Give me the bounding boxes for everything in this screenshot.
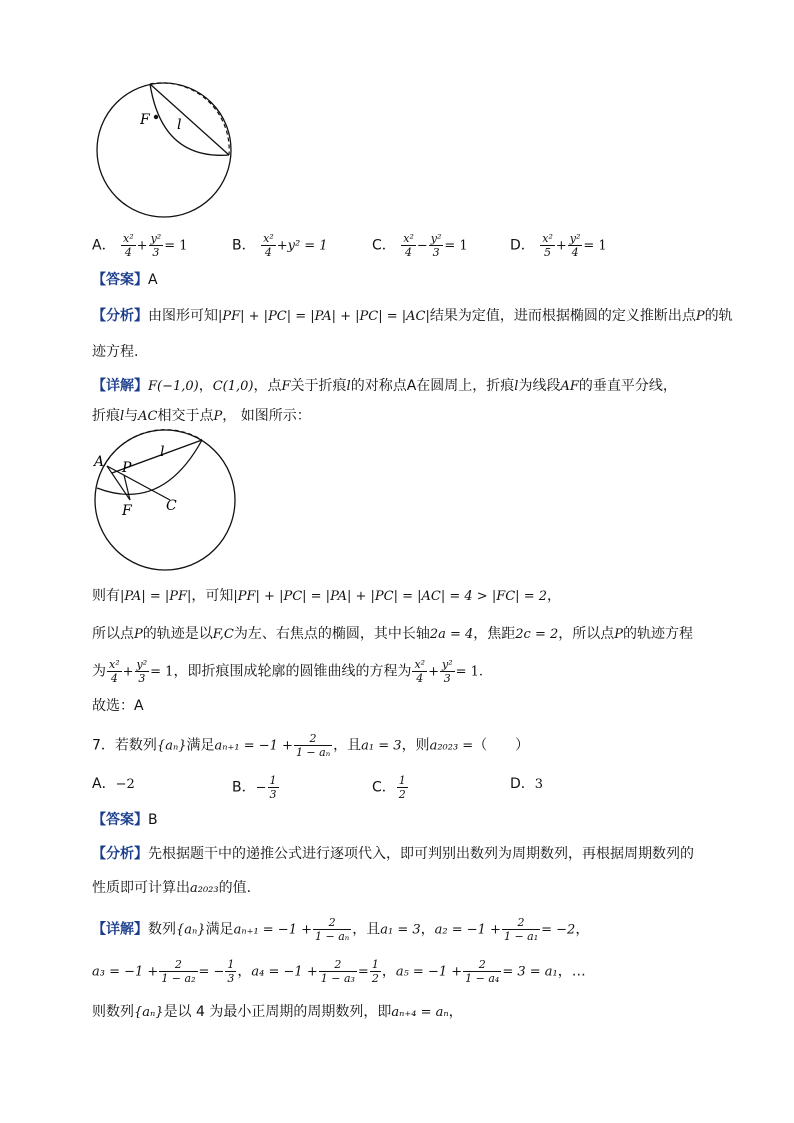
q6-option-a: A． $\frac{\text{x²}}{4}$ + $\frac{\text{y²}}{3}$ = 1 xyxy=(92,232,188,259)
q6-equation-line: 为 $\frac{\text{x²}}{4}$ + $\frac{\text{y²}}{3}$ = 1，即折痕围成轮廓的圆锥曲线的方程为 $\frac{\text{x²}}{4}$ + $\frac{\text{y²}}{3}$ = 1. xyxy=(92,658,484,685)
q6-answer: 【答案】A xyxy=(92,272,158,288)
q6-choose: 故选：A xyxy=(92,698,144,714)
fold-line-l xyxy=(150,84,229,155)
figure-fold-circle xyxy=(92,80,242,220)
label-f: F xyxy=(140,112,150,128)
dashed-arc-2 xyxy=(104,430,202,466)
label-a: A xyxy=(94,454,105,470)
q6-so-line: 所以点P的轨迹是以F,C为左、右焦点的椭圆，其中长轴2a = 4，焦距2c = 2，所以点P的轨迹方程 xyxy=(92,626,694,642)
q7-option-c: C． $\frac{1}{2}$ xyxy=(372,774,406,801)
label-l-2: l xyxy=(160,444,165,460)
circle-outline-2 xyxy=(95,430,235,570)
q6-detail-line1: 【详解】F(−1,0)，C(1,0)，点F关于折痕l的对称点A在圆周上，折痕l为线段AF的垂直平分线， xyxy=(92,378,677,394)
q7-detail-line2: a₃ = −1 + $\frac{2}{\text{1 − a₂}}$ = − $\frac{1}{3}$ ，a₄ = −1 + $\frac{2}{\text{1 − a₃}}$ = $\frac{1}{2}$ ，a₅ = −1 + $\frac{2}{\text{1 − a₄}}$ = 3 = a₁，… xyxy=(92,958,586,985)
q6-option-c: C． $\frac{\text{x²}}{4}$ − $\frac{\text{y²}}{3}$ = 1 xyxy=(372,232,468,259)
q6-analysis-line2: 迹方程. xyxy=(92,344,139,360)
q7-answer: 【答案】B xyxy=(92,812,158,828)
q7-detail-line3: 则数列{aₙ}是以 4 为最小正周期的周期数列，即aₙ₊₄ = aₙ， xyxy=(92,1004,463,1020)
segment-ac xyxy=(107,466,170,500)
label-l: l xyxy=(177,117,182,133)
q6-option-d: D． $\frac{\text{x²}}{5}$ + $\frac{\text{y²}}{4}$ = 1 xyxy=(510,232,607,259)
q7-detail-line1: 【详解】数列{aₙ}满足aₙ₊₁ = −1 + $\frac{2}{\text{1 − aₙ}}$ ，且a₁ = 3，a₂ = −1 + $\frac{2}{\text{1 − a₁}}$ = −2， xyxy=(92,916,590,943)
q7-stem: 7．若数列{aₙ}满足aₙ₊₁ = −1 + $\frac{2}{\text{1 − aₙ}}$ ，且a₁ = 3，则a₂₀₂₃ =（ ） xyxy=(92,732,530,759)
q7-option-d: D．3 xyxy=(510,776,544,792)
q6-analysis-line1: 【分析】由图形可知|PF| + |PC| = |PA| + |PC| = |AC|结果为定值，进而根据椭圆的定义推断出点P的轨 xyxy=(92,308,733,324)
q6-then-line: 则有|PA| = |PF|，可知|PF| + |PC| = |PA| + |PC| = |AC| = 4 > |FC| = 2， xyxy=(92,588,561,604)
q7-option-b: B．− $\frac{1}{3}$ xyxy=(232,774,277,801)
q7-option-a: A．−2 xyxy=(92,776,135,792)
figure-fold-solution xyxy=(92,428,242,573)
label-f-2: F xyxy=(122,503,132,519)
q7-analysis-line2: 性质即可计算出a₂₀₂₃的值. xyxy=(92,880,252,896)
q6-detail-line2: 折痕l与AC相交于点P， 如图所示： xyxy=(92,408,311,424)
point-f xyxy=(154,115,158,119)
label-p: P xyxy=(122,460,132,476)
fold-arc-2 xyxy=(97,440,202,494)
label-c: C xyxy=(166,498,177,514)
q6-option-b: B． $\frac{\text{x²}}{4}$ +y² = 1 xyxy=(232,232,328,259)
q7-analysis-line1: 【分析】先根据题干中的递推公式进行逐项代入，即可判别出数列为周期数列，再根据周期数列的 xyxy=(92,846,694,862)
